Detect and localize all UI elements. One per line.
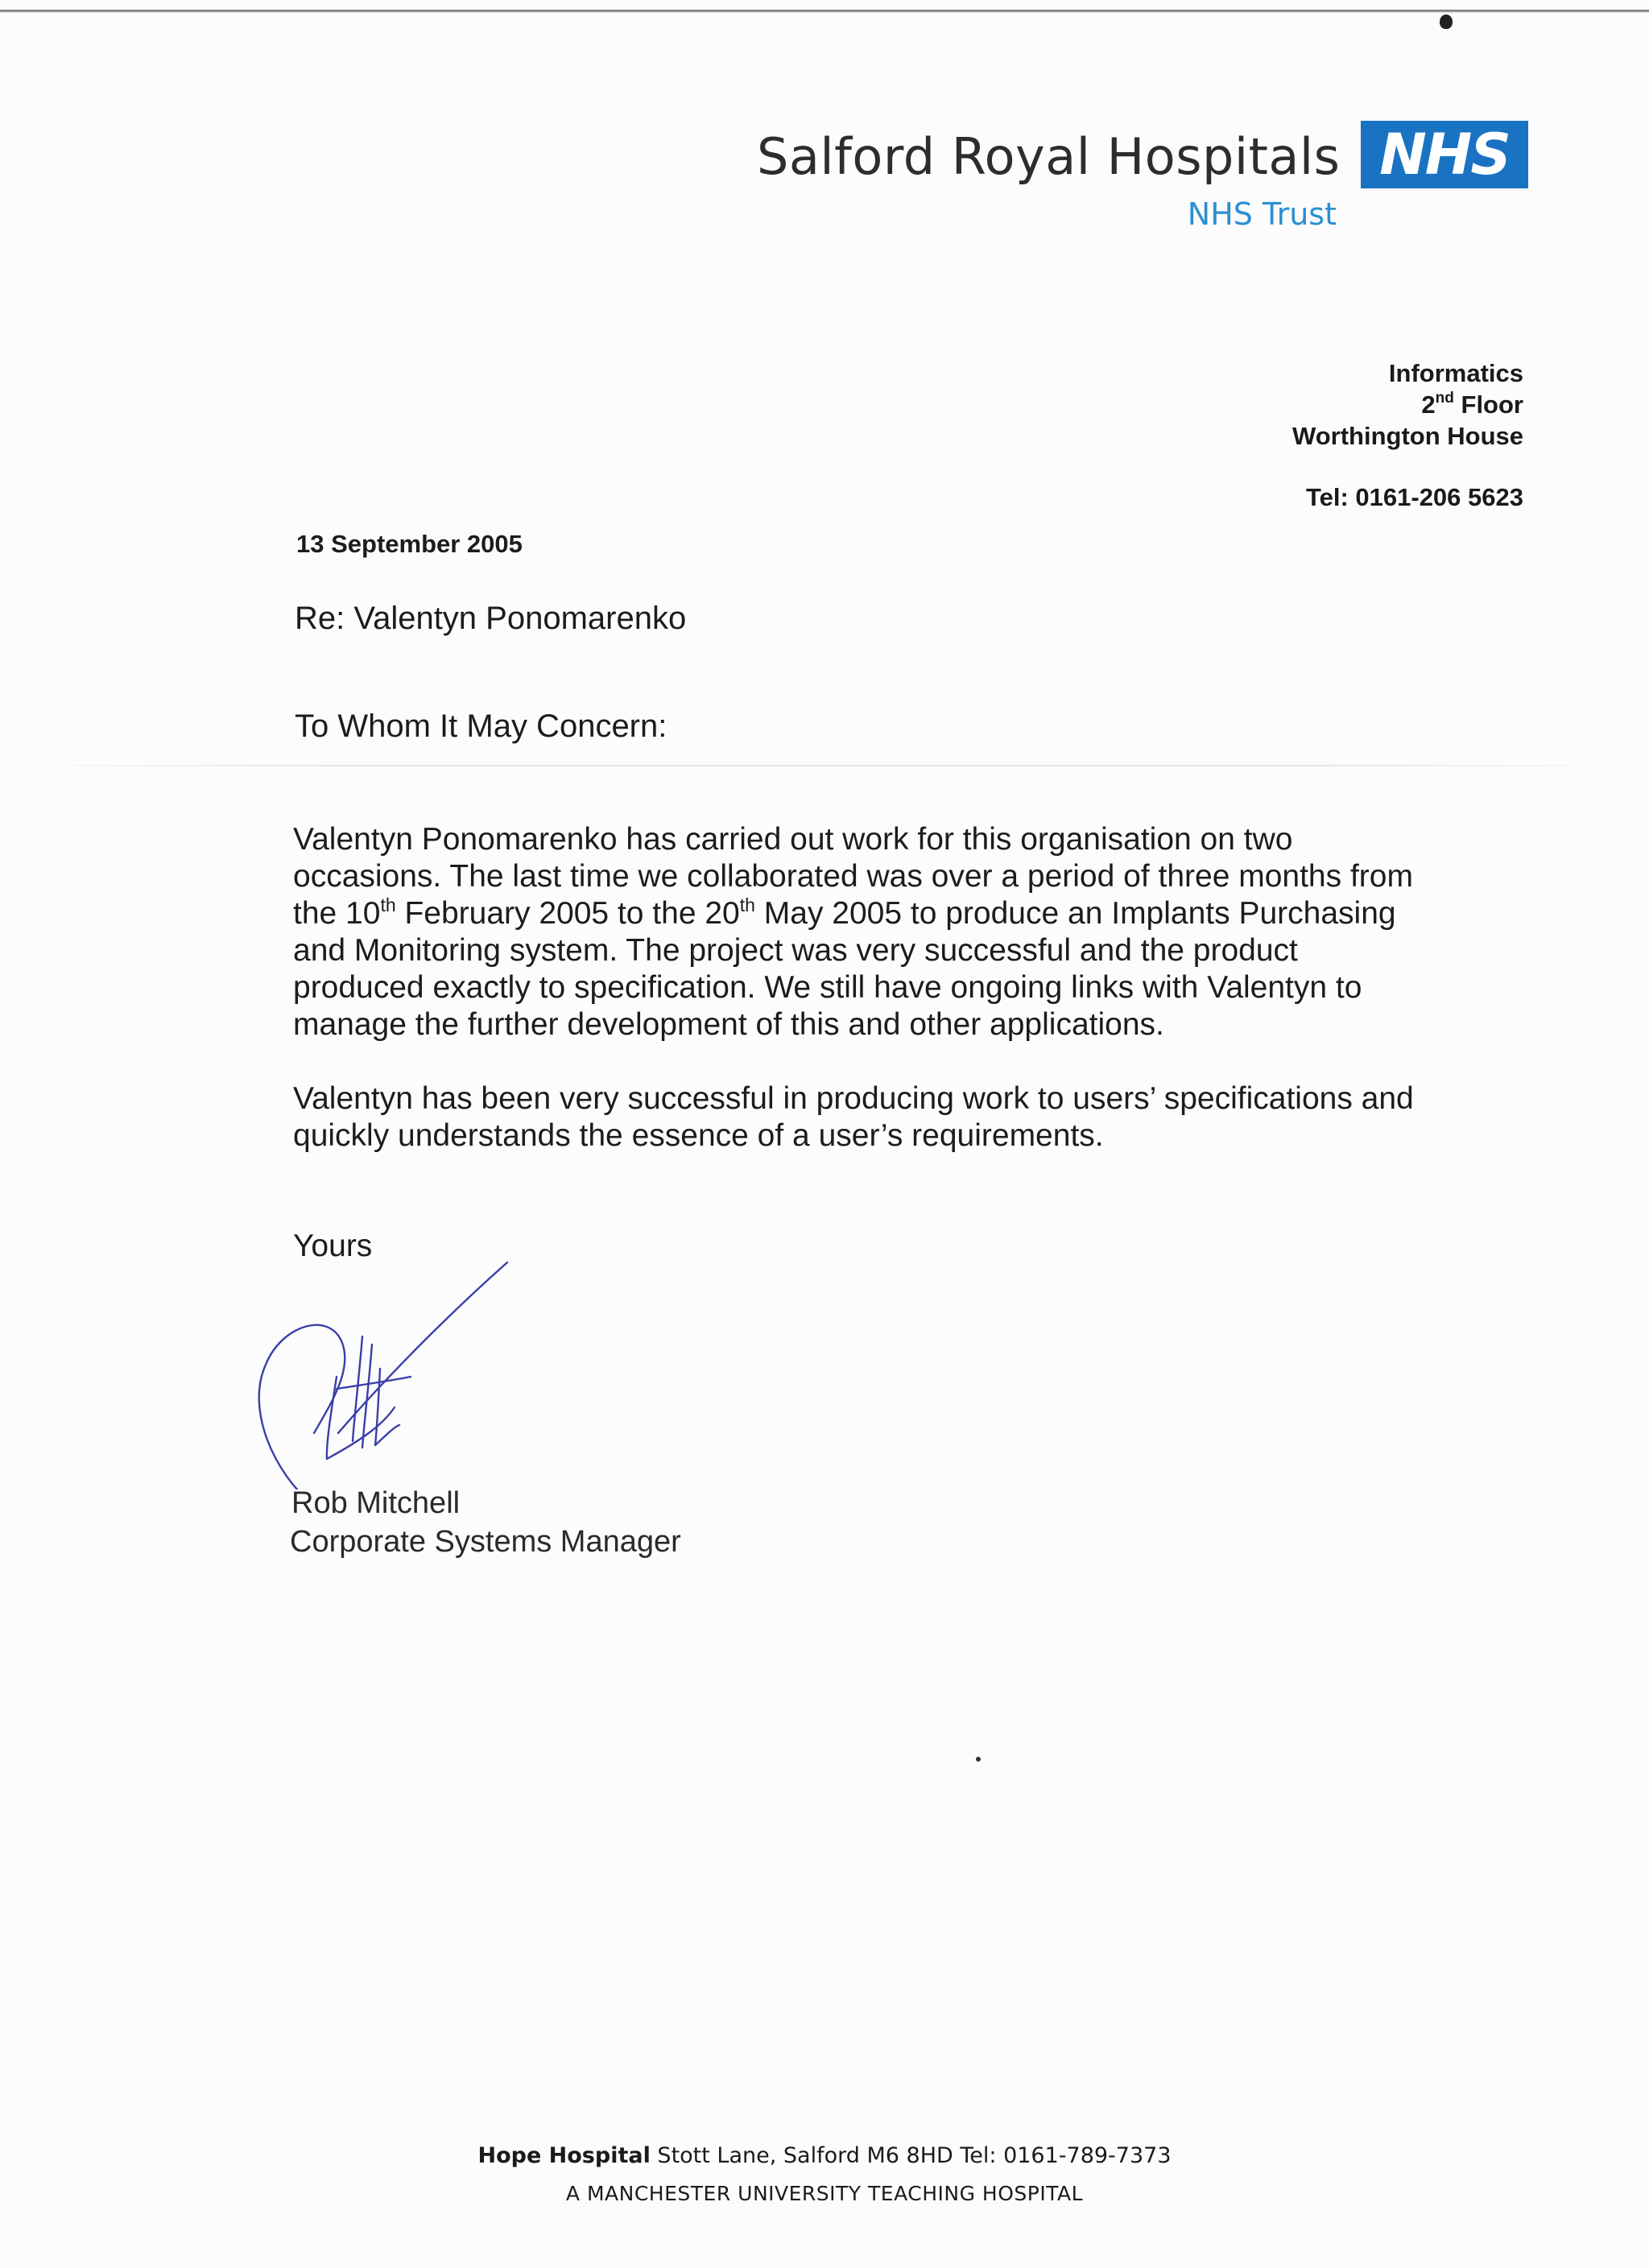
nhs-logo: NHS [1361, 121, 1528, 188]
sender-address [1292, 357, 1523, 452]
signer-name: Rob Mitchell [291, 1486, 461, 1520]
letter-closing: Yours [293, 1229, 373, 1263]
body-paragraph-2: Valentyn has been very successful in producing work to users’ specifications and quickly understands the essence of a user’s requirements. [293, 1081, 1414, 1153]
letter-salutation: To Whom It May Concern: [295, 708, 667, 744]
signer-title: Corporate Systems Manager [290, 1525, 681, 1559]
scan-speck [976, 1757, 981, 1762]
handwritten-signature [242, 1248, 531, 1489]
sender-telephone: Tel: 0161-206 5623 [1305, 483, 1523, 511]
address-building: Worthington House [1292, 422, 1523, 450]
letter-subject: Re: Valentyn Ponomarenko [295, 601, 687, 636]
paper-fold-line [0, 765, 1649, 766]
address-floor: 2nd Floor [1421, 390, 1523, 419]
body-paragraph-1: Valentyn Ponomarenko has carried out work for this organisation on two occasions. The last time we collaborated was over a period of three months from the 10th February 2005 to the 20th May 2005 to produce an Implants Purchasing and Monitoring system. The project was very successful and the product produced exactly to specification. We still have ongoing links with Valentyn to manage the further development of this and other applications. [293, 822, 1413, 1042]
letter-date: 13 September 2005 [296, 530, 523, 558]
scan-mark [1440, 14, 1453, 29]
organisation-name: Salford Royal Hospitals [757, 127, 1341, 186]
letter-body [293, 821, 1436, 1192]
address-department: Informatics [1388, 359, 1523, 387]
organisation-subtitle: NHS Trust [1187, 196, 1337, 232]
scan-edge-line [0, 10, 1649, 13]
footer-tagline: A MANCHESTER UNIVERSITY TEACHING HOSPITAL [565, 2182, 1084, 2205]
footer-address: Hope Hospital Stott Lane, Salford M6 8HD Tel: 0161-789-7373 [477, 2143, 1172, 2168]
